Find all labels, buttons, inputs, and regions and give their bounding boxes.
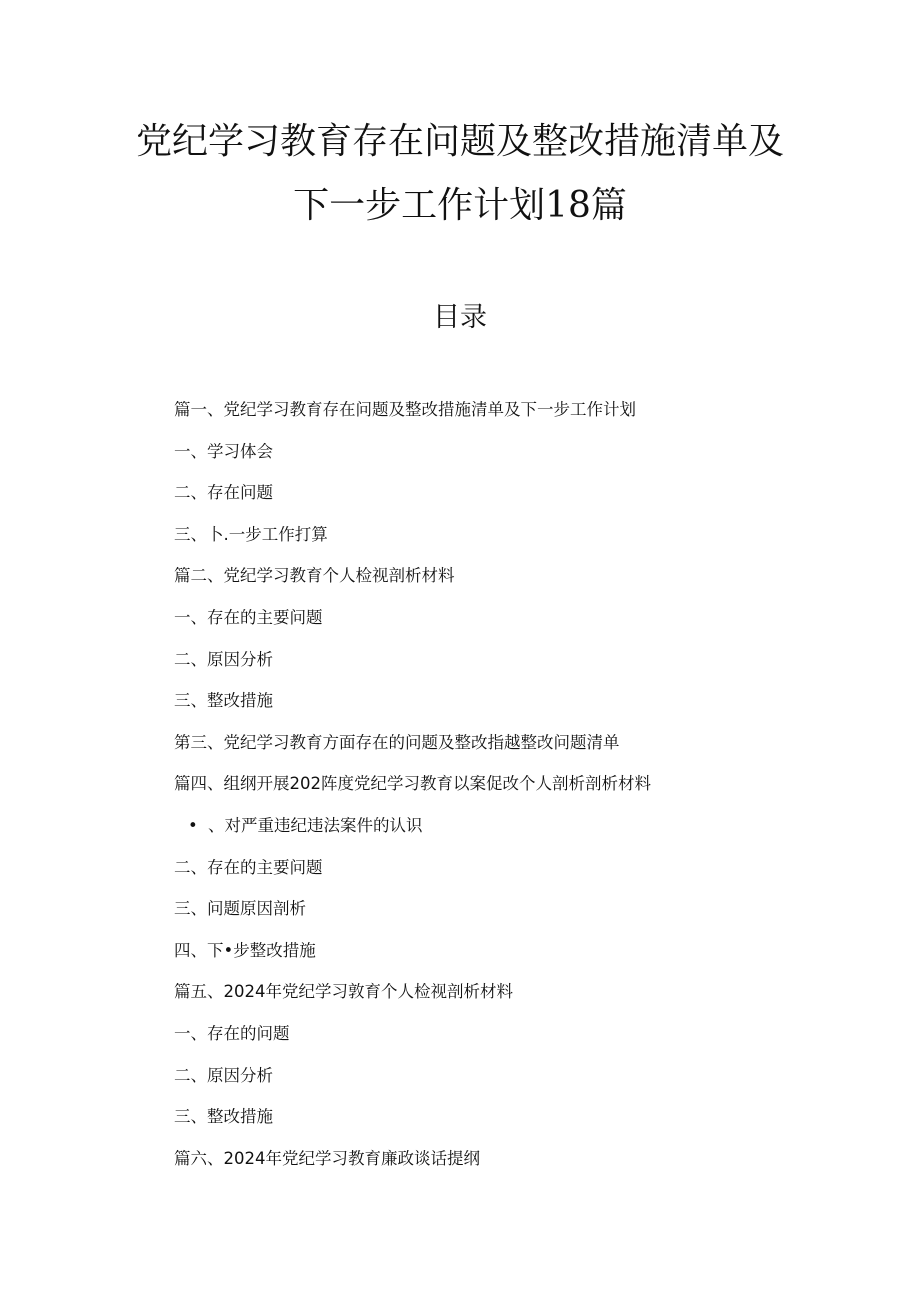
toc-item-text: 三、卜.一步工作打算 [174, 524, 328, 544]
toc-item[interactable] [174, 975, 794, 1017]
toc-item-text: 、对严重违纪违法案件的认识 [208, 815, 423, 835]
toc-item[interactable] [174, 559, 794, 601]
toc-item[interactable] [174, 518, 794, 560]
toc-item-text: 篇六、2024年党纪学习教育廉政谈话提纲 [174, 1148, 480, 1168]
toc-item-text: 篇一、党纪学习教育存在问题及整改措施清单及下一步工作计划 [174, 400, 636, 419]
toc-item-text: 二、存在问题 [174, 483, 273, 503]
toc-item[interactable] [174, 1142, 794, 1184]
toc-item-text: 篇五、2024年党纪学习敦育个人检视剖析材料 [174, 982, 513, 1002]
toc-item-text: 一、学习体会 [174, 441, 273, 461]
toc-item[interactable] [174, 851, 794, 893]
toc-item[interactable] [174, 1100, 794, 1142]
toc-item-text: 三、问题原因剖析 [174, 899, 306, 919]
toc-item-text: 二、原因分析 [174, 649, 273, 669]
toc-item[interactable] [174, 643, 794, 685]
document-title-line-1: 党纪学习教育存在问题及整改措施清单及 [135, 121, 784, 162]
toc-item-text: 三、整改措施 [174, 691, 273, 711]
toc-item[interactable] [174, 767, 794, 809]
document-title [0, 110, 920, 238]
toc-item[interactable] [174, 1059, 794, 1101]
bullet-dot-icon: • [188, 815, 198, 835]
toc-item[interactable] [174, 726, 794, 768]
toc-item[interactable] [174, 809, 794, 851]
toc-item-text: 第三、党纪学习教育方面存在的问题及整改指越整改问题清单 [174, 732, 620, 752]
toc-heading: 目录 [433, 302, 487, 333]
toc-item-text: 四、下•步整改措施 [174, 940, 316, 960]
toc-item[interactable] [174, 601, 794, 643]
toc-item-text: 三、整改措施 [174, 1107, 273, 1127]
toc-item[interactable] [174, 892, 794, 934]
toc-item[interactable] [174, 393, 794, 435]
toc-item[interactable] [174, 684, 794, 726]
toc-item[interactable] [174, 1017, 794, 1059]
toc-item[interactable] [174, 934, 794, 976]
toc-item-text: 二、存在的主要问题 [174, 857, 323, 877]
toc-item-text: 二、原因分析 [174, 1065, 273, 1085]
toc-item-text: 篇四、组纲开展202阵度党纪学习教育以案促改个人剖析剖析材料 [174, 774, 651, 794]
toc-item[interactable] [174, 476, 794, 518]
toc-item[interactable] [174, 435, 794, 477]
toc-item-text: 篇二、党纪学习教育个人检视剖析材料 [174, 566, 455, 586]
table-of-contents [174, 393, 794, 1183]
document-title-line-2: 下一步工作计划18篇 [293, 185, 627, 226]
toc-item-text: 一、存在的主要问题 [174, 607, 323, 627]
toc-item-text: 一、存在的问题 [174, 1023, 290, 1043]
